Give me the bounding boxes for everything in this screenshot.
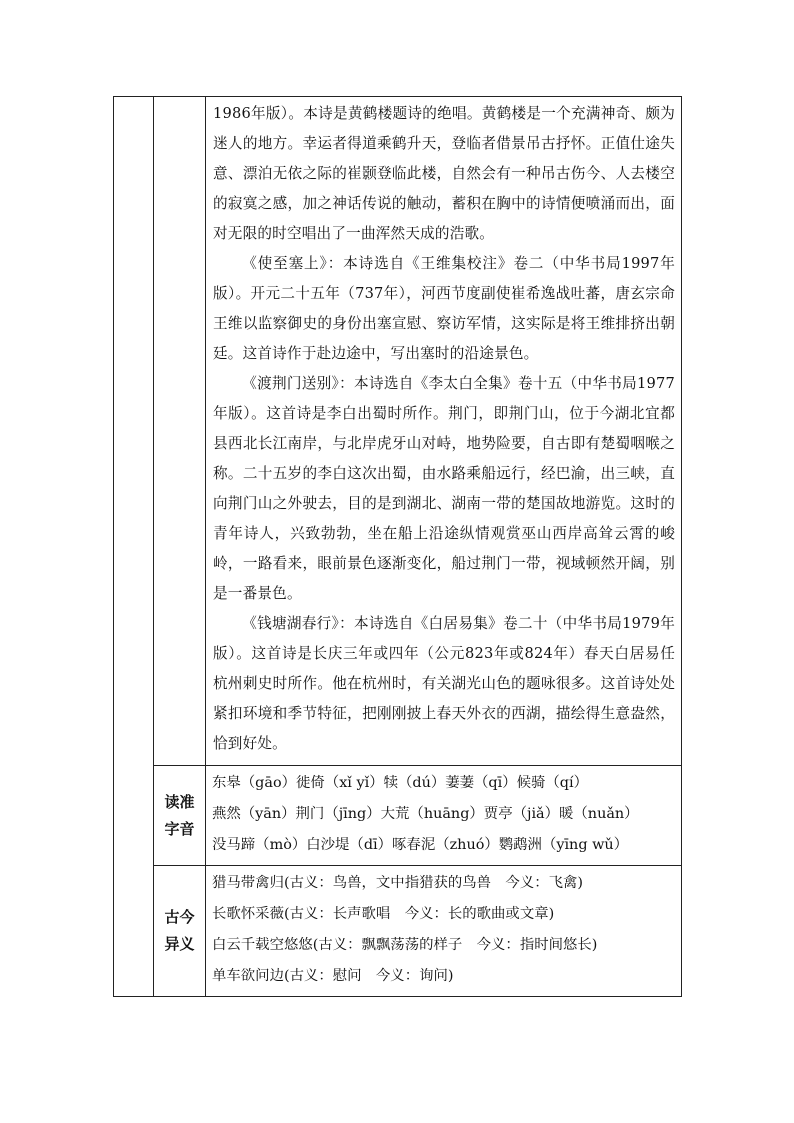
meanings-label-cell	[154, 866, 206, 997]
table-row-pronunciation	[114, 766, 682, 866]
pronunciation-content-cell	[206, 766, 682, 866]
intro-label-cell	[154, 97, 206, 766]
meanings-label: 古今异义	[164, 908, 195, 953]
meaning-line: 长歌怀采薇(古义：长声歌唱 今义：长的歌曲或文章)	[212, 906, 555, 922]
intro-text	[206, 97, 681, 765]
meaning-line: 猎马带禽归(古义：鸟兽，文中指猎获的鸟兽 今义：飞禽)	[212, 875, 583, 891]
intro-paragraph: 1986年版）。本诗是黄鹤楼题诗的绝唱。黄鹤楼是一个充满神奇、颇为迷人的地方。幸运者得道乘鹤升天，登临者借景吊古抒怀。正值仕途失意、漂泊无依之际的崔颢登临此楼，自然会有一种吊古伤今、人去楼空的寂寞之感，加之神话传说的触动，蓄积在胸中的诗情便喷涌而出，面对无限的时空唱出了一曲浑然天成的浩歌。	[213, 105, 675, 242]
pronunciation-list	[206, 766, 681, 865]
pronunciation-label: 读准字音	[164, 792, 195, 838]
outer-category-cell	[114, 97, 154, 997]
pronunciation-line: 东皋（gāo）徙倚（xǐ yǐ）犊（dú）萋萋（qī）候骑（qí）	[212, 775, 589, 791]
meanings-list	[206, 866, 681, 996]
pronunciation-line: 没马蹄（mò）白沙堤（dī）啄春泥（zhuó）鹦鹉洲（yīng wǔ）	[212, 837, 629, 853]
pronunciation-label-cell	[154, 766, 206, 866]
intro-paragraph: 《钱塘湖春行》：本诗选自《白居易集》卷二十（中华书局1979年版）。这首诗是长庆三年或四年（公元823年或824年）春天白居易任杭州刺史时所作。他在杭州时，有关湖光山色的题咏很多。这首诗处处紧扣环境和季节特征，把刚刚披上春天外衣的西湖，描绘得生意盎然，恰到好处。	[213, 615, 675, 752]
table-row-meanings	[114, 866, 682, 997]
intro-paragraph: 《使至塞上》：本诗选自《王维集校注》卷二（中华书局1997年版）。开元二十五年（737年），河西节度副使崔希逸战吐蕃，唐玄宗命王维以监察御史的身份出塞宣慰、察访军情，这实际是将王维排挤出朝廷。这首诗作于赴边途中，写出塞时的沿途景色。	[213, 255, 675, 362]
intro-paragraph: 《渡荆门送别》：本诗选自《李太白全集》卷十五（中华书局1977年版）。这首诗是李白出蜀时所作。荆门，即荆门山，位于今湖北宜都县西北长江南岸，与北岸虎牙山对峙，地势险要，自古即有楚蜀咽喉之称。二十五岁的李白这次出蜀，由水路乘船远行，经巴渝，出三峡，直向荆门山之外驶去，目的是到湖北、湖南一带的楚国故地游览。这时的青年诗人，兴致勃勃，坐在船上沿途纵情观赏巫山西岸高耸云霄的峻岭，一路看来，眼前景色逐渐变化，船过荆门一带，视域顿然开阔，别是一番景色。	[213, 375, 675, 602]
meaning-line: 单车欲问边(古义：慰问 今义：询问)	[212, 968, 454, 984]
meaning-line: 白云千载空悠悠(古义：飘飘荡荡的样子 今义：指时间悠长)	[212, 937, 598, 953]
pronunciation-line: 燕然（yān）荆门（jīng）大荒（huāng）贾亭（jiǎ）暖（nuǎn）	[212, 806, 639, 822]
meanings-content-cell	[206, 866, 682, 997]
intro-content-cell	[206, 97, 682, 766]
lesson-table	[113, 96, 682, 997]
table-row-intro	[114, 97, 682, 766]
